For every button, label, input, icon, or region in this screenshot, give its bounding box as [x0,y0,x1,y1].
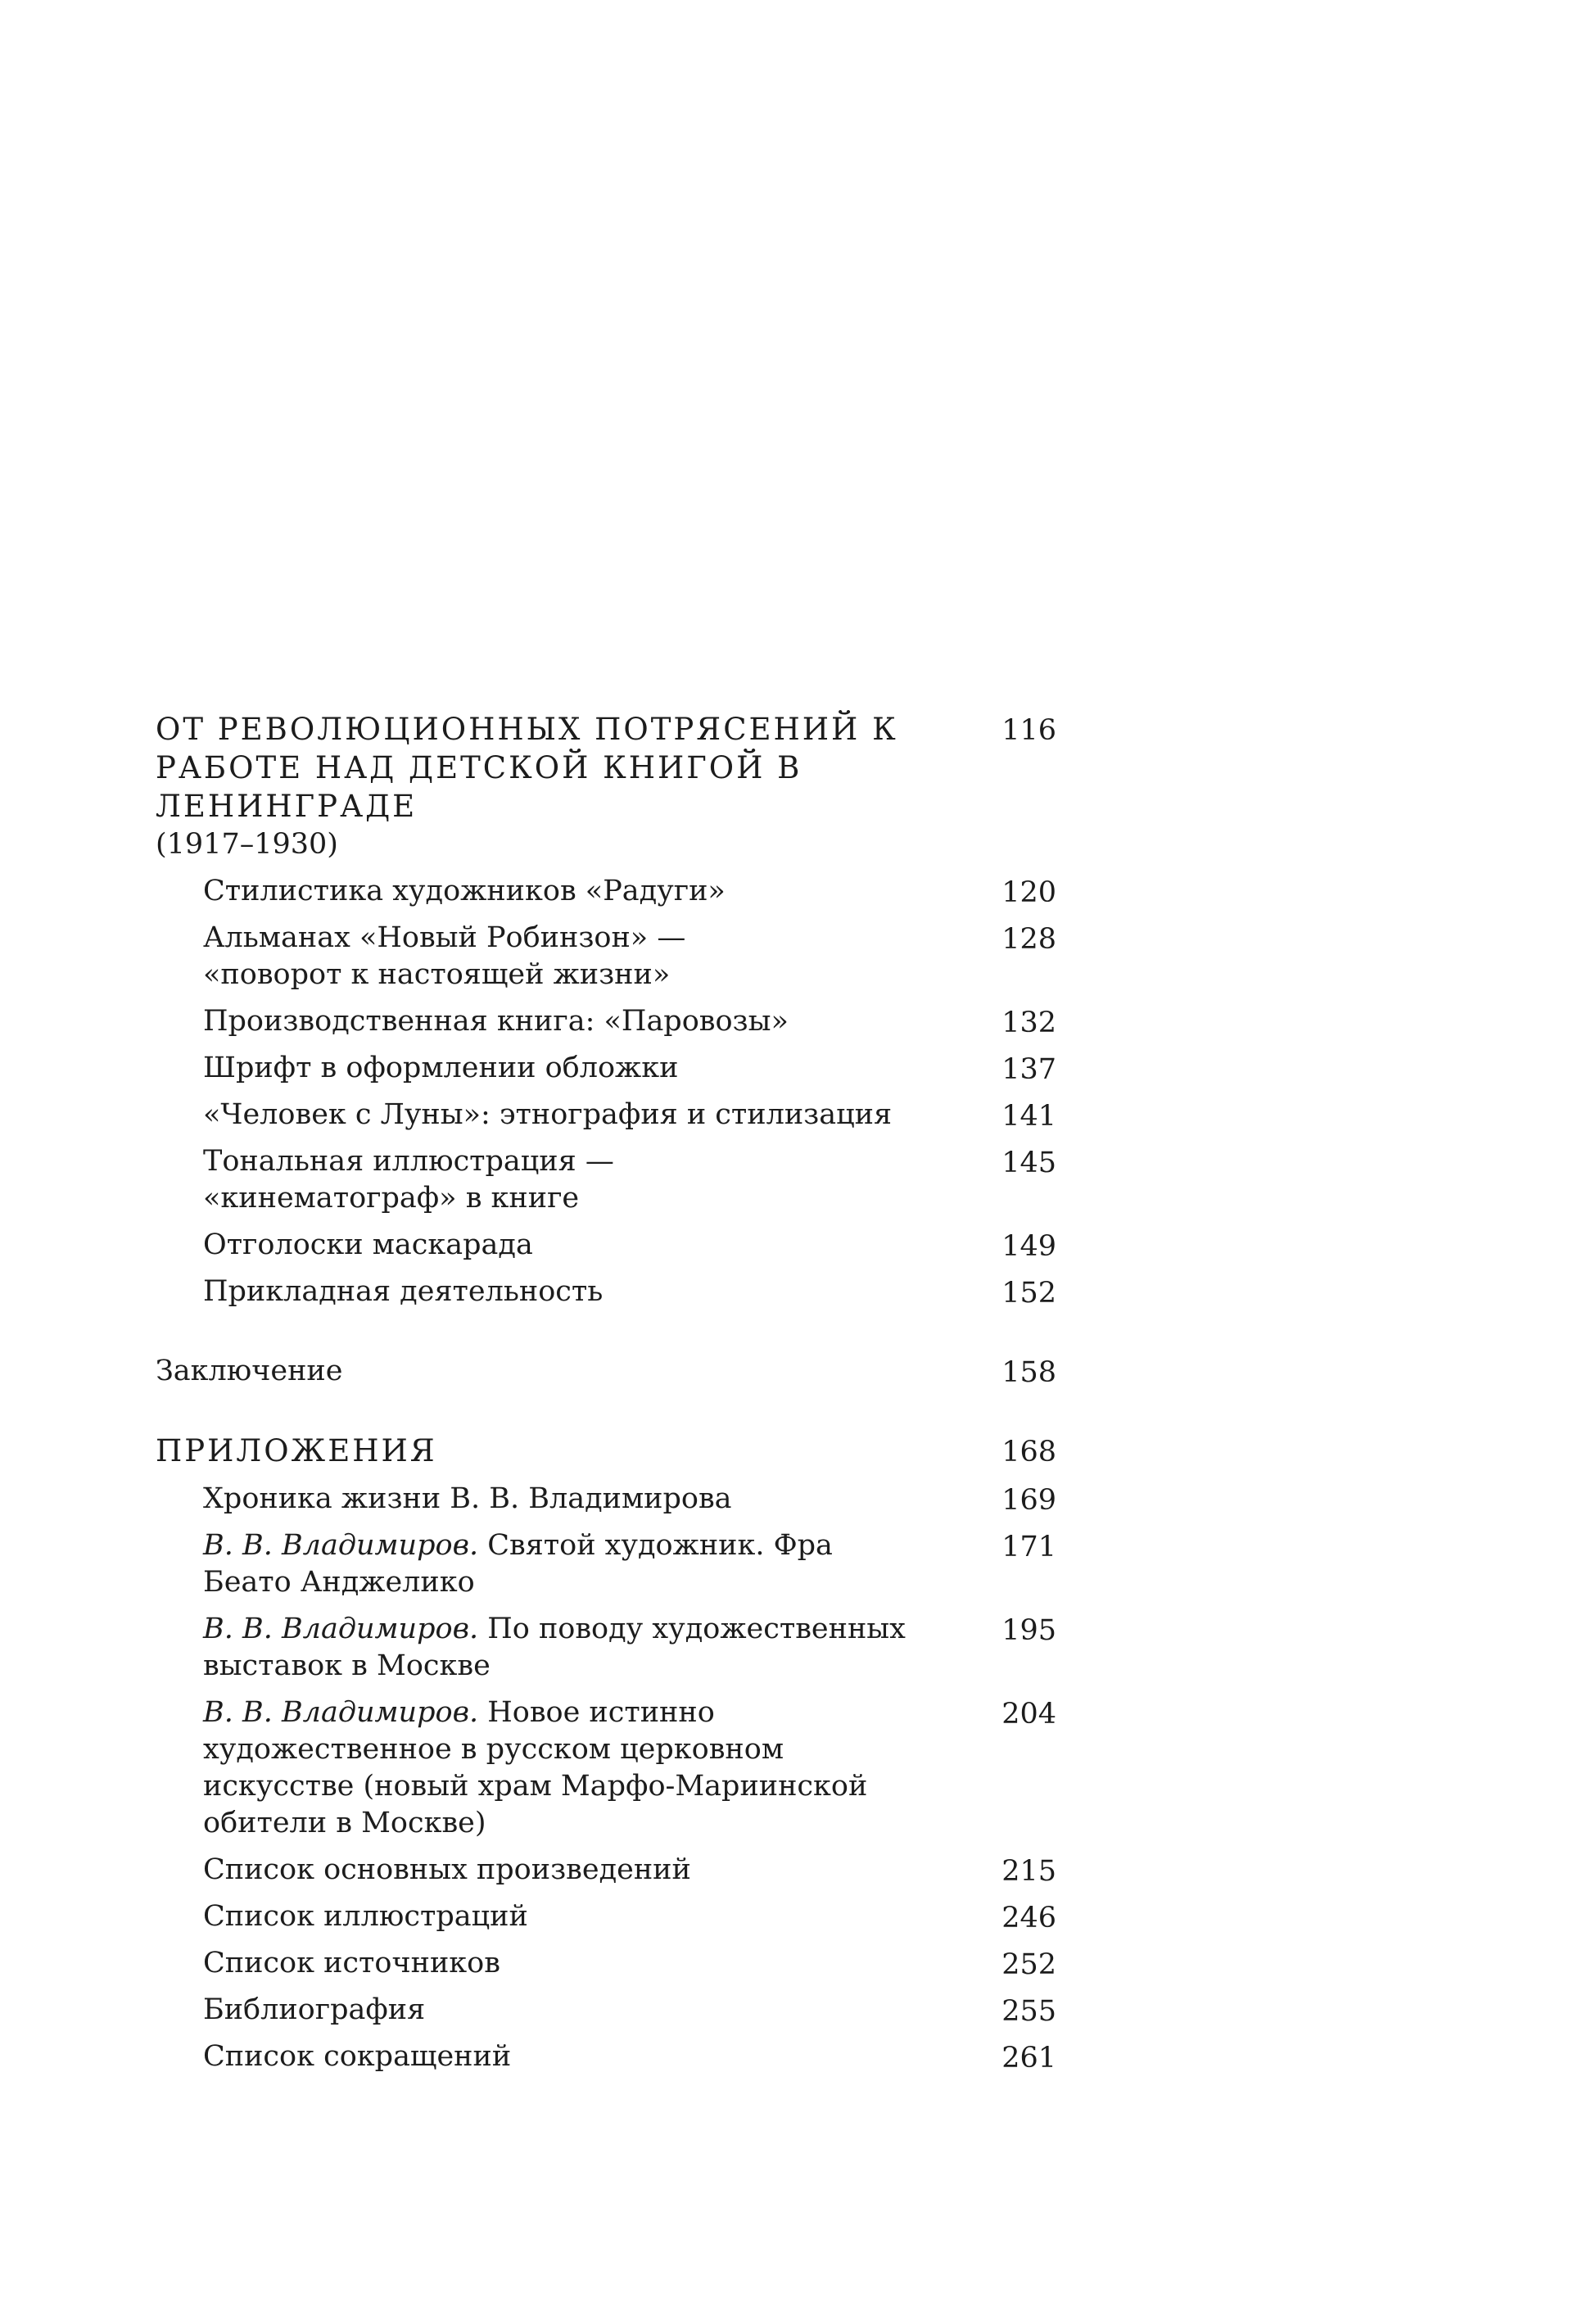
section-title: ПРИЛОЖЕНИЯ [156,1433,437,1468]
entry-title: Шрифт в оформлении обложки [203,1052,679,1084]
entry-author: В. В. Владимиров. [203,1613,479,1645]
page-number: 168 [1001,1436,1056,1468]
entry-title: Производственная книга: «Паровозы» [203,1005,789,1038]
toc-entry[interactable] [156,1481,1056,1527]
table-of-contents [156,711,1056,2085]
entry-title: Прикладная деятельность [203,1275,604,1308]
page-number: 152 [1001,1277,1056,1310]
entry-title: «Человек с Луны»: этнография и стилизация [203,1098,893,1131]
toc-entry[interactable] [156,1527,1056,1611]
entry-title: Заключение [156,1355,343,1387]
page-number: 246 [1001,1902,1056,1934]
entry-title: Новое истинно художественное в русском церковном искусстве (новый храм Марфо-Мариинской обители в Москве) [203,1696,868,1839]
entry-title: Альманах «Новый Робинзон» — «поворот к настоящей жизни» [203,921,686,991]
toc-entry[interactable] [156,1227,1056,1274]
toc-entry[interactable] [156,1945,1056,1992]
page-number: 141 [1001,1100,1056,1133]
entry-title: Тональная иллюстрация — «кинематограф» в книге [203,1145,614,1215]
page-number: 255 [1001,1995,1056,2028]
toc-entry[interactable] [156,1611,1056,1694]
page-number: 204 [1001,1698,1056,1731]
page-number: 145 [1001,1147,1056,1179]
section-subtitle: (1917–1930) [156,828,338,861]
toc-entry-conclusion[interactable] [156,1353,1056,1400]
entry-title: Стилистика художников «Радуги» [203,875,726,907]
spacer [156,1320,1056,1353]
entry-title: Список источников [203,1947,500,1979]
page-number: 120 [1001,876,1056,909]
toc-section-heading[interactable] [156,1432,1056,1481]
page-number: 171 [1001,1531,1056,1563]
entry-title: Список основных произведений [203,1853,691,1886]
entry-title: Отголоски маскарада [203,1228,533,1261]
page-number: 132 [1001,1007,1056,1039]
toc-entry[interactable] [156,1143,1056,1227]
toc-entry[interactable] [156,873,1056,920]
page-number: 149 [1001,1230,1056,1263]
page-number: 158 [1001,1356,1056,1389]
page-number: 215 [1001,1855,1056,1888]
toc-entry[interactable] [156,2038,1056,2085]
toc-entry[interactable] [156,1852,1056,1898]
entry-title: Библиография [203,1993,426,2026]
entry-title: Список сокращений [203,2040,512,2073]
toc-entry[interactable] [156,1274,1056,1320]
entry-title: Святой художник. Фра Беато Анджелико [203,1529,833,1599]
toc-entry[interactable] [156,920,1056,1003]
page-number: 169 [1001,1484,1056,1517]
toc-entry[interactable] [156,1097,1056,1143]
entry-title: Хроника жизни В. В. Владимирова [203,1482,732,1515]
entry-author: В. В. Владимиров. [203,1529,479,1562]
toc-entry[interactable] [156,1050,1056,1097]
toc-entry[interactable] [156,1694,1056,1852]
page-number: 252 [1001,1948,1056,1981]
toc-entry[interactable] [156,1992,1056,2038]
page-number: 116 [1001,714,1056,747]
entry-title: По поводу художественных выставок в Москве [203,1613,906,1682]
page-number: 128 [1001,923,1056,956]
entry-author: В. В. Владимиров. [203,1696,479,1729]
toc-entry[interactable] [156,1003,1056,1050]
section-title: ОТ РЕВОЛЮЦИОННЫХ ПОТРЯСЕНИЙ К РАБОТЕ НАД ДЕТСКОЙ КНИГОЙ В ЛЕНИНГРАДЕ [156,712,898,824]
page-number: 137 [1001,1053,1056,1086]
toc-section-heading[interactable] [156,711,1056,873]
entry-title: Список иллюстраций [203,1900,528,1933]
page-number: 261 [1001,2042,1056,2074]
page-number: 195 [1001,1614,1056,1647]
toc-entry[interactable] [156,1898,1056,1945]
spacer [156,1400,1056,1432]
